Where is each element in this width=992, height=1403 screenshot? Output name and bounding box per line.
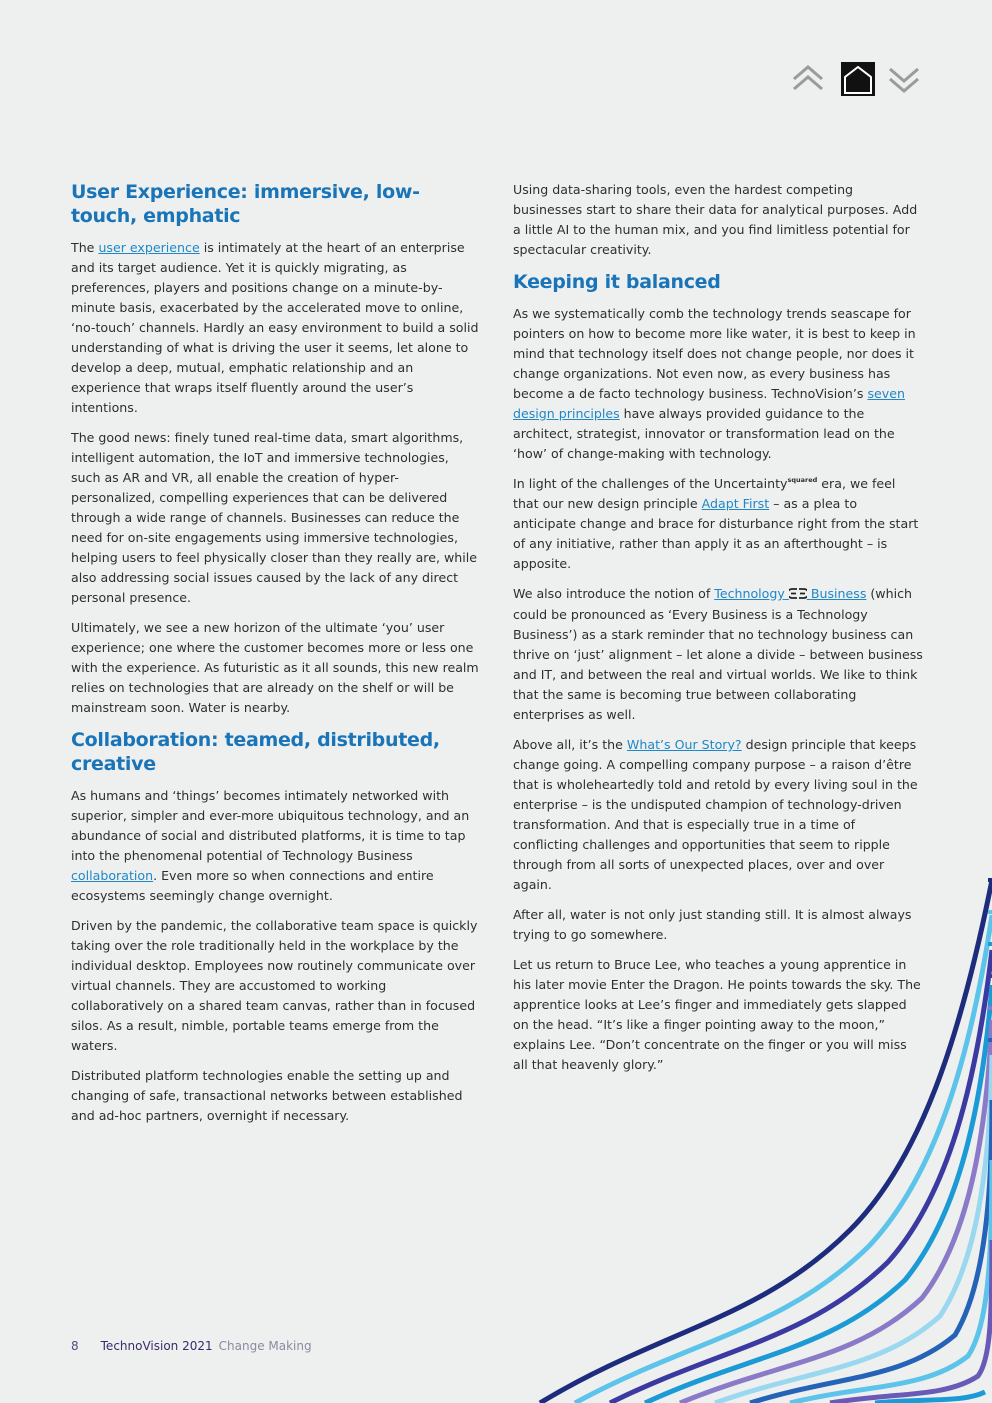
link-whats-our-story[interactable]: What’s Our Story? bbox=[626, 737, 742, 752]
text: The bbox=[71, 240, 99, 255]
text: have always provided guidance to the architect, strategist, innovator or transformation lead on the ‘how’ of change-making with technology. bbox=[513, 406, 895, 461]
text: design principle that keeps change going. A compelling company purpose – a raison d’être that is wholeheartedly told and retold by every living soul in the enterprise – is the undisputed champion of technology-driven transformation. And that is especially true in a time of conflicting challenges and opportunities that seem to ripple through from all sorts of unexpected places, over and over again. bbox=[513, 737, 918, 892]
text: . Even more so when connections and entire ecosystems seemingly change overnight. bbox=[71, 868, 434, 903]
footer-section: Change Making bbox=[218, 1339, 312, 1353]
text: – as a plea to anticipate change and brace for disturbance right from the start of any initiative, rather than apply it as an afterthought – is apposite. bbox=[513, 496, 919, 571]
heading-collaboration: Collaboration: teamed, distributed, creative bbox=[71, 729, 440, 775]
link-seven-design-principles[interactable]: seven design principles bbox=[513, 386, 905, 421]
paragraph: The good news: finely tuned real-time data, smart algorithms, intelligent automation, the IoT and immersive technologies, such as AR and VR, all enable the creation of hyper-personalized, compelling experiences that can be delivered through a wide range of channels. Businesses can reduce the need for on-site engagements using immersive technologies, helping users to feel physically closer than they really are, while also addressing social issues caused by the lack of any direct personal presence. bbox=[71, 430, 477, 605]
paragraph: Using data-sharing tools, even the hardest competing businesses start to share their data for analytical purposes. Add a little AI to the human mix, and you find limitless potential for spectacular creativity. bbox=[513, 182, 918, 257]
text: (which could be pronounced as ‘Every Business is a Technology Business’) as a stark reminder that no technology business can thrive on ‘just’ alignment – let alone a divide – between business and IT, and between the real and virtual worlds. We like to think that the same is becoming true between collaborating enterprises as well. bbox=[513, 586, 923, 722]
text: As humans and ‘things’ becomes intimately networked with superior, simpler and ever-more ubiquitous technology, and an abundance of social and distributed platforms, it is time to tap into the phenomenal potential of Technology Business bbox=[71, 788, 470, 863]
text: Technology bbox=[714, 586, 785, 601]
heading-keeping-balanced: Keeping it balanced bbox=[513, 271, 721, 293]
paragraph: Driven by the pandemic, the collaborative team space is quickly taking over the role traditionally held in the workplace by the individual desktop. Employees now routinely communicate over virtual channels. They are accustomed to working collaboratively on a shared team canvas, rather than in focused silos. As a result, nimble, portable teams emerge from the waters. bbox=[71, 918, 478, 1053]
superscript-squared: squared bbox=[787, 476, 818, 484]
link-adapt-first[interactable]: Adapt First bbox=[701, 496, 770, 511]
text: Business bbox=[810, 586, 867, 601]
text: In light of the challenges of the Uncertainty bbox=[513, 476, 788, 491]
paragraph: Let us return to Bruce Lee, who teaches a young apprentice in his later movie Enter the Dragon. He points towards the sky. The apprentice looks at Lee’s finger and immediately gets slapped on the head. “It’s like a finger pointing away to the moon,” explains Lee. “Don’t concentrate on the finger or you will miss all that heavenly glory.” bbox=[513, 957, 921, 1072]
heading-user-experience: User Experience: immersive, low-touch, emphatic bbox=[71, 181, 420, 227]
text: Above all, it’s the bbox=[513, 737, 627, 752]
link-collaboration[interactable]: collaboration bbox=[71, 868, 154, 883]
text: As we systematically comb the technology trends seascape for pointers on how to become more like water, it is best to keep in mind that technology itself does not change people, nor does it change organizations. Not even now, as every business has become a de facto technology business. TechnoVision’s bbox=[513, 306, 916, 401]
page-number: 8 bbox=[71, 1339, 79, 1353]
paragraph: Distributed platform technologies enable the setting up and changing of safe, transactional networks between established and ad-hoc partners, overnight if necessary. bbox=[71, 1068, 463, 1123]
text: We also introduce the notion of bbox=[513, 586, 715, 601]
text: is intimately at the heart of an enterprise and its target audience. Yet it is quickly migrating, as preferences, players and positions change on a minute-by-minute basis, exacerbated by the accelerated move to online, ‘no-touch’ channels. Hardly an easy environment to build a solid understanding of what is driving the user it seems, let alone to develop a deep, mutual, emphatic relationship and an experience that wraps itself fluently around the user’s intentions. bbox=[71, 240, 479, 415]
footer-brand: TechnoVision 2021 bbox=[100, 1339, 213, 1353]
footer bbox=[71, 1338, 312, 1354]
paragraph: After all, water is not only just standing still. It is almost always trying to go somewhere. bbox=[513, 907, 912, 942]
paragraph: Ultimately, we see a new horizon of the ultimate ‘you’ user experience; one where the customer becomes more or less one with the experience. As futuristic as it all sounds, this new realm relies on technologies that are already on the shelf or will be mainstream soon. Water is nearby. bbox=[71, 620, 479, 715]
text: era, we feel that our new design principle bbox=[513, 476, 896, 511]
link-user-experience[interactable]: user experience bbox=[98, 240, 200, 255]
